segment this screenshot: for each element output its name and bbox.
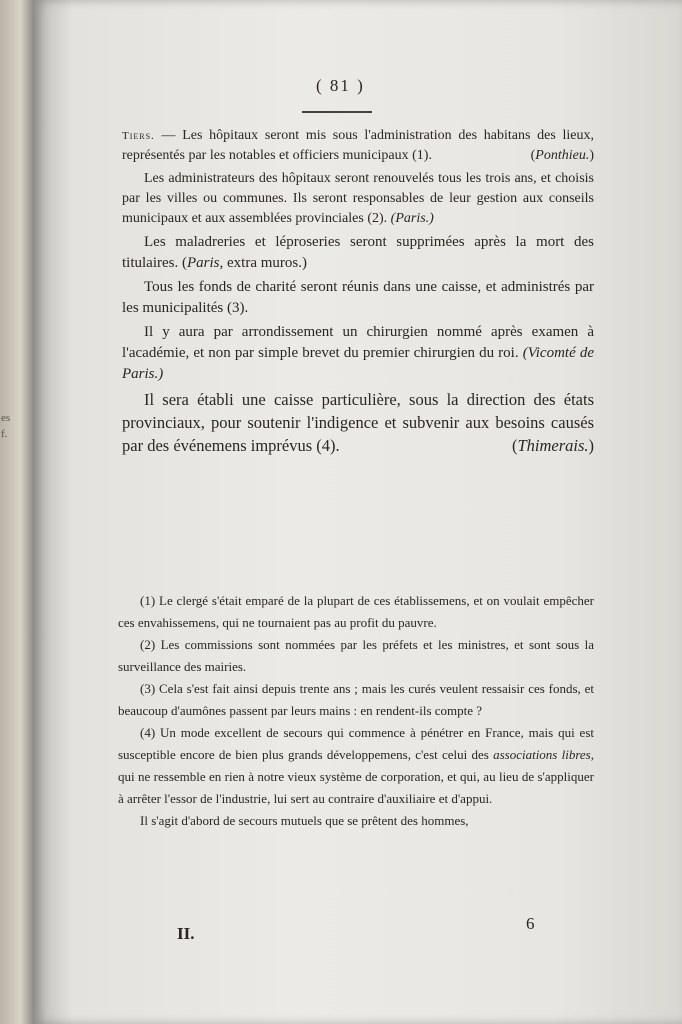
source-label: (Vicomté de Paris.) (122, 345, 595, 382)
source-label: (Paris, extra muros.) (182, 255, 307, 271)
signature-mark: II. (177, 924, 195, 943)
paragraph-body: Il sera établi une caisse particulière, sous la direction des états provinciaux, pour soutenir l'indigence et subvenir aux besoins causés par des événemens imprévus (4). (122, 390, 594, 455)
paragraph-3 (122, 232, 594, 274)
paragraph-body: Tous les fonds de charité seront réunis dans une caisse, et administrés par les municipalités (3). (122, 279, 594, 316)
book-page (34, 0, 682, 1024)
paragraph-lead: Tiers. (122, 130, 155, 142)
paragraph-6 (122, 388, 594, 457)
paragraph-body: — Les hôpitaux seront mis sous l'administration des habitans des lieux, représentés par les notables et officiers municipaux (1). (122, 128, 594, 163)
footnote-3: (3) Cela s'est fait ainsi depuis trente ans ; mais les curés veulent ressaisir ces fonds, et beaucoup d'aumônes passent par leurs mains : en rendent-ils compte ? (118, 681, 594, 718)
footnote-1: (1) Le clergé s'était emparé de la plupart de ces établissemens, et on voulait empêcher ces envahissemens, qui ne tournaient pas au profit du pauvre. (118, 593, 594, 630)
paragraph-body: Les maladreries et léproseries seront supprimées après la mort des titulaires. (122, 234, 594, 271)
paragraph-body: Les administrateurs des hôpitaux seront renouvelés tous les trois ans, et choisis par les villes ou communes. Ils seront responsables de leur gestion aux conseils municipaux et aux assemblées provinciales (2). (122, 171, 594, 226)
adjacent-page-fragment: es (1, 412, 11, 424)
adjacent-page-fragment: f. (1, 428, 8, 440)
paragraph-body: Il y aura par arrondissement un chirurgien nommé après examen à l'académie, et non par simple brevet du premier chirurgien du roi. (122, 324, 594, 361)
source-label: (Ponthieu.) (530, 148, 594, 163)
paragraph-5 (122, 322, 594, 385)
paragraph-2 (122, 169, 594, 229)
footnote-2: (2) Les commissions sont nommées par les préfets et les ministres, et sont sous la surveillance des mairies. (118, 637, 594, 674)
paragraph-1 (122, 126, 594, 166)
paragraph-4 (122, 277, 594, 319)
folio-mark: 6 (526, 914, 535, 933)
main-text (122, 126, 594, 457)
footnote-4: (4) Un mode excellent de secours qui commence à pénétrer en France, mais qui est susceptible encore de bien plus grands développemens, c'est celui des associations libres, qui ne ressemble en rien à notre vieux système de corporation, et qui, au lieu de s'appliquer à arrêter l'essor de l'industrie, lui sert au contraire d'auxiliaire et d'appui. (118, 725, 594, 806)
source-label: (Thimerais.) (511, 436, 594, 455)
source-label: (Paris.) (390, 211, 434, 226)
footnote-continuation: Il s'agit d'abord de secours mutuels que se prêtent des hommes, (140, 813, 469, 828)
adjacent-page-edge (0, 0, 34, 1024)
page-number: ( 81 ) (316, 76, 365, 95)
footnotes (118, 590, 594, 832)
header-rule (302, 111, 372, 113)
